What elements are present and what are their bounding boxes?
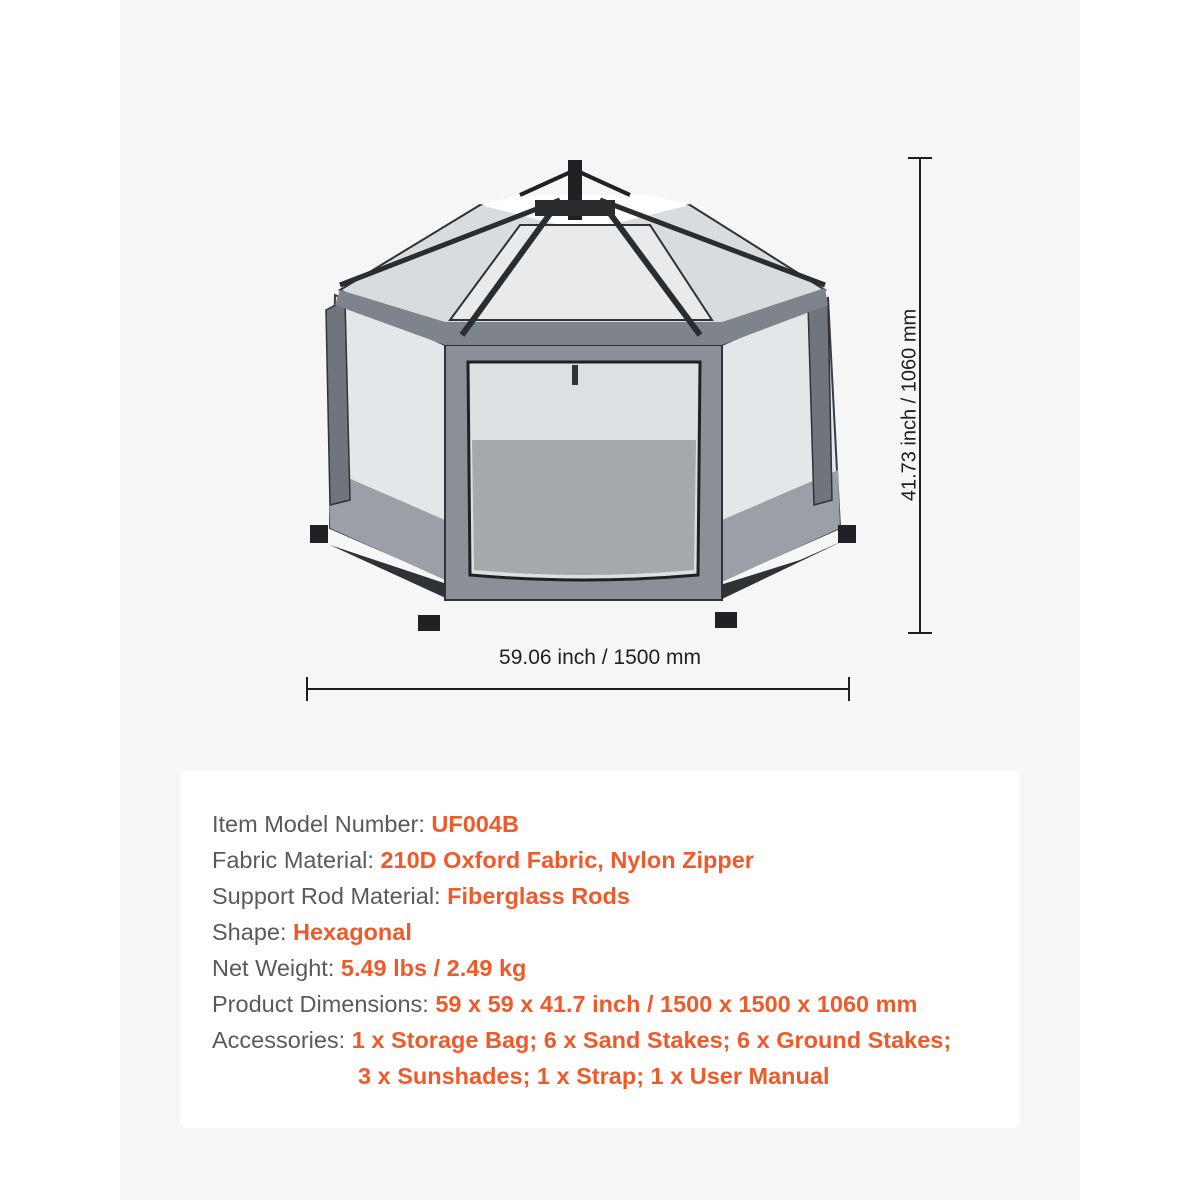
spec-card [180, 770, 1020, 1128]
height-dimension-text: 41.73 inch / 1060 mm [898, 308, 921, 502]
spec-value: Fiberglass Rods [447, 883, 630, 909]
spec-row-shape [212, 914, 1000, 950]
playpen-tent-illustration [310, 160, 856, 631]
spec-label: Fabric Material: [212, 847, 381, 873]
height-dimension-label [898, 308, 921, 502]
spec-row-fabric-material [212, 842, 1000, 878]
spec-label: Support Rod Material: [212, 883, 448, 909]
spec-row-product-dimensions [212, 986, 1000, 1022]
spec-label: Product Dimensions: [212, 991, 436, 1017]
spec-label: Shape: [212, 919, 294, 945]
spec-value: 3 x Sunshades; 1 x Strap; 1 x User Manual [358, 1063, 830, 1089]
spec-list [212, 806, 1000, 1094]
spec-row-net-weight [212, 950, 1000, 986]
spec-value: 1 x Storage Bag; 6 x Sand Stakes; 6 x Ground Stakes; [351, 1027, 952, 1053]
spec-value: UF004B [431, 811, 519, 837]
width-dimension-label: 59.06 inch / 1500 mm [499, 646, 701, 669]
spec-value: 210D Oxford Fabric, Nylon Zipper [380, 847, 754, 873]
spec-value: 59 x 59 x 41.7 inch / 1500 x 1500 x 1060 mm [435, 991, 918, 1017]
spec-value: Hexagonal [293, 919, 412, 945]
spec-row-accessories-continued [212, 1058, 1000, 1094]
spec-row-model-number [212, 806, 1000, 842]
width-dimension-line [307, 677, 849, 701]
spec-label: Net Weight: [212, 955, 341, 981]
spec-value: 5.49 lbs / 2.49 kg [340, 955, 527, 981]
spec-label: Accessories: [212, 1027, 352, 1053]
spec-label: Item Model Number: [212, 811, 432, 837]
spec-row-rod-material [212, 878, 1000, 914]
spec-row-accessories [212, 1022, 1000, 1058]
